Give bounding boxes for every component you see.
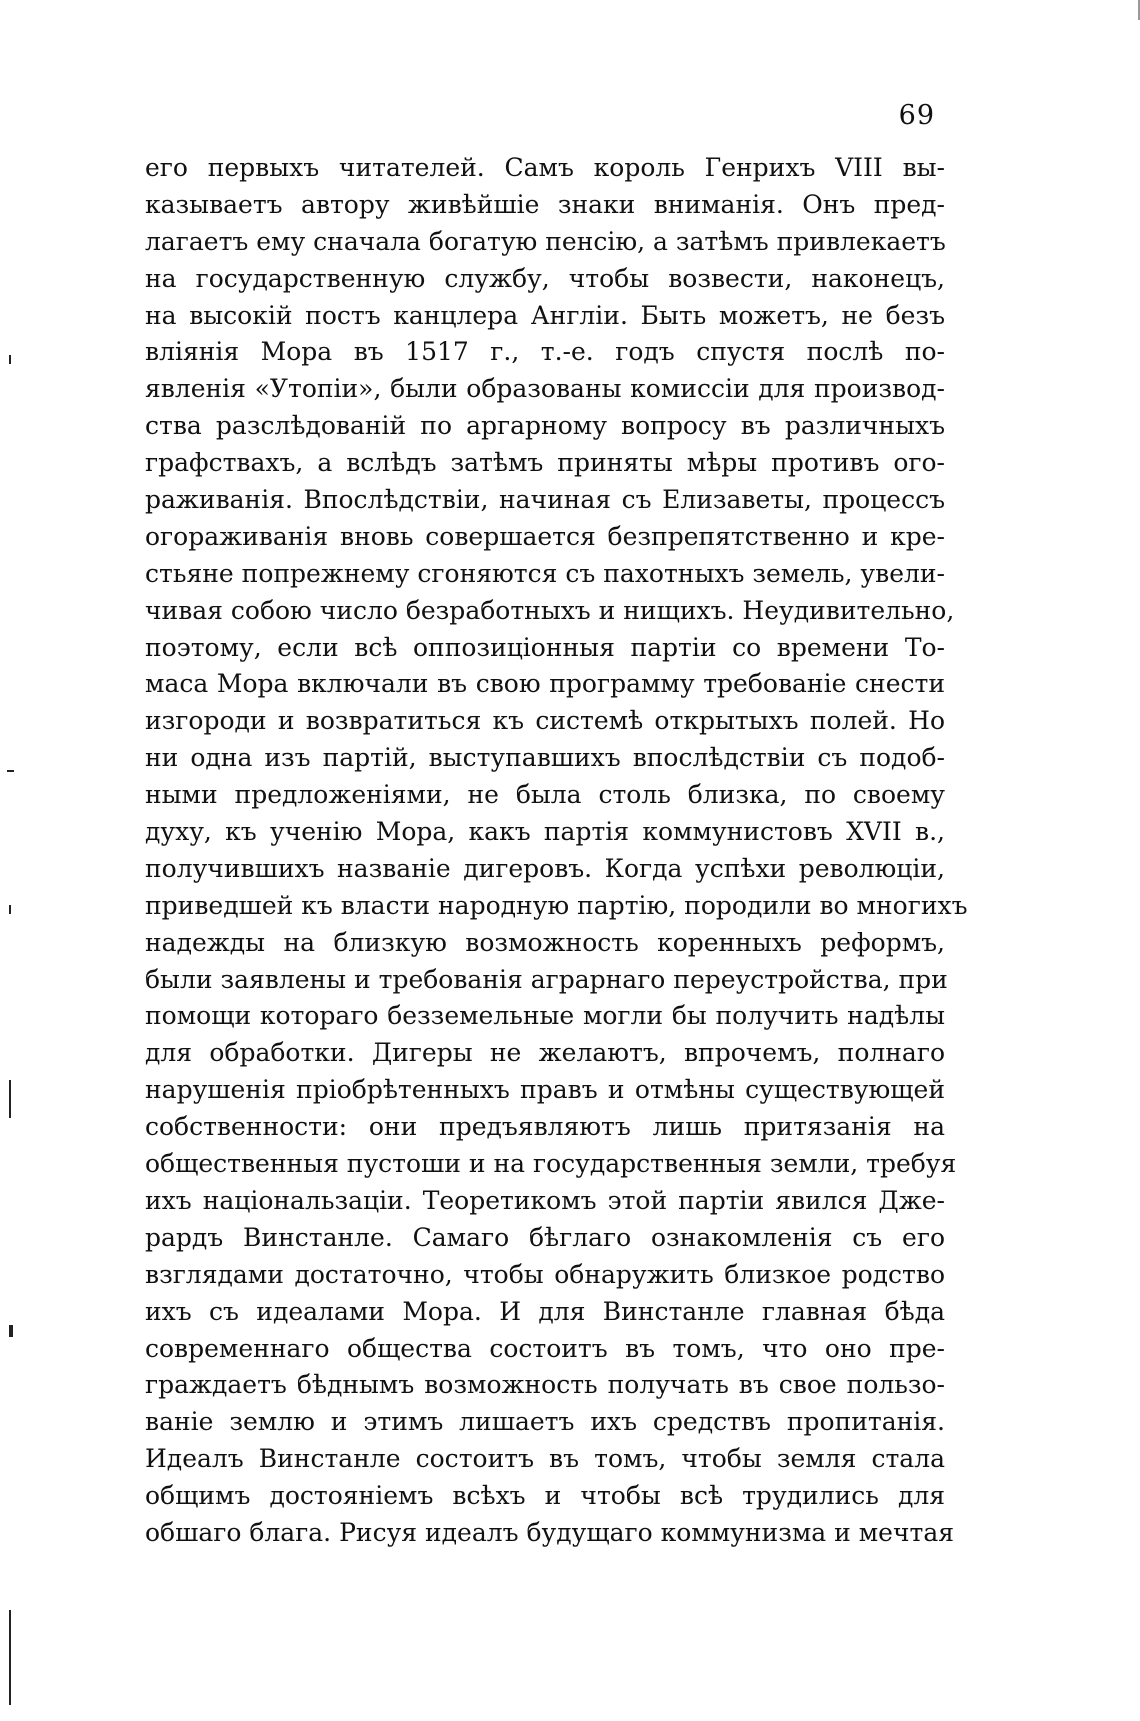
text-line: современнаго общества состоитъ въ томъ, что оно пре- (145, 1333, 945, 1363)
text-line: нарушенія пріобрѣтенныхъ правъ и отмѣны существующей (145, 1075, 945, 1105)
text-line: граждаетъ бѣднымъ возможность получать въ свое пользо- (145, 1370, 945, 1400)
text-line: лагаетъ ему сначала богатую пенсію, а затѣмъ привлекаетъ (145, 226, 946, 256)
text-line: ихъ національзаціи. Теоретикомъ этой партіи явился Дже- (145, 1185, 945, 1215)
text-line: маса Мора включали въ свою программу требованіе снести (145, 669, 945, 699)
text-line: ни одна изъ партій, выступавшихъ впослѣдствіи съ подоб- (145, 743, 945, 773)
scan-mark (9, 1080, 11, 1118)
text-line: получившихъ названіе дигеровъ. Когда успѣхи революціи, (145, 853, 945, 883)
scan-mark (9, 1325, 13, 1337)
text-line: рардъ Винстанле. Самаго бѣглаго ознакомленія съ его (145, 1222, 945, 1252)
text-line: чивая собою число безработныхъ и нищихъ. Неудивительно, (145, 595, 955, 625)
text-line: общественныя пустоши и на государственныя земли, требуя (145, 1149, 957, 1179)
text-line: общимъ достояніемъ всѣхъ и чтобы всѣ трудились для (145, 1481, 945, 1511)
scan-mark (9, 1610, 11, 1705)
text-line: вліянія Мора въ 1517 г., т.-е. годъ спустя послѣ по- (145, 337, 945, 367)
text-line: графствахъ, а вслѣдъ затѣмъ приняты мѣры противъ ого- (145, 448, 945, 478)
text-line: приведшей къ власти народную партію, породили во многихъ (145, 890, 968, 920)
scan-mark (7, 770, 14, 772)
text-line: его первыхъ читателей. Самъ король Генрихъ VIII вы- (145, 153, 945, 182)
text-line: изгороди и возвратиться къ системѣ открытыхъ полей. Но (145, 706, 945, 736)
text-line: казываетъ автору живѣйшіе знаки вниманія. Онъ пред- (145, 189, 945, 219)
text-line: обшаго блага. Рисуя идеалъ будущаго коммунизма и мечтая (145, 1517, 955, 1547)
text-line: ихъ съ идеалами Мора. И для Винстанле главная бѣда (145, 1296, 945, 1326)
text-line: поэтому, если всѣ оппозиціонныя партіи со времени То- (145, 632, 945, 662)
text-line: ства разслѣдованій по аргарному вопросу въ различныхъ (145, 411, 945, 441)
text-line: на государственную службу, чтобы возвести, наконецъ, (145, 263, 945, 293)
body-text (145, 150, 968, 1552)
text-line: ваніе землю и этимъ лишаетъ ихъ средствъ пропитанія. (145, 1407, 945, 1437)
scan-mark (9, 905, 11, 914)
text-line: были заявлены и требованія аграрнаго переустройства, при (145, 964, 948, 994)
text-line: взглядами достаточно, чтобы обнаружить близкое родство (145, 1259, 945, 1289)
page-number: 69 (898, 100, 935, 131)
text-line: для обработки. Дигеры не желаютъ, впрочемъ, полнаго (145, 1038, 945, 1068)
text-line: явленія «Утопіи», были образованы комиссіи для производ- (145, 374, 945, 404)
text-line: Идеалъ Винстанле состоитъ въ томъ, чтобы земля стала (145, 1444, 945, 1474)
text-line: стьяне попрежнему сгоняются съ пахотныхъ земель, увели- (145, 558, 945, 588)
text-line: ными предложеніями, не была столь близка, по своему (145, 780, 945, 810)
text-line: собственности: они предъявляютъ лишь притязанія на (145, 1112, 945, 1142)
scan-mark (9, 355, 11, 364)
text-line: помощи котораго безземельные могли бы получить надѣлы (145, 1001, 945, 1031)
text-line: раживанія. Впослѣдствіи, начиная съ Елизаветы, процессъ (145, 485, 945, 515)
text-line: духу, къ ученію Мора, какъ партія коммунистовъ XVII в., (145, 817, 945, 847)
text-line: надежды на близкую возможность коренныхъ реформъ, (145, 927, 945, 957)
text-line: огораживанія вновь совершается безпрепятственно и кре- (145, 521, 945, 551)
text-line: на высокій постъ канцлера Англіи. Быть можетъ, не безъ (145, 300, 945, 330)
